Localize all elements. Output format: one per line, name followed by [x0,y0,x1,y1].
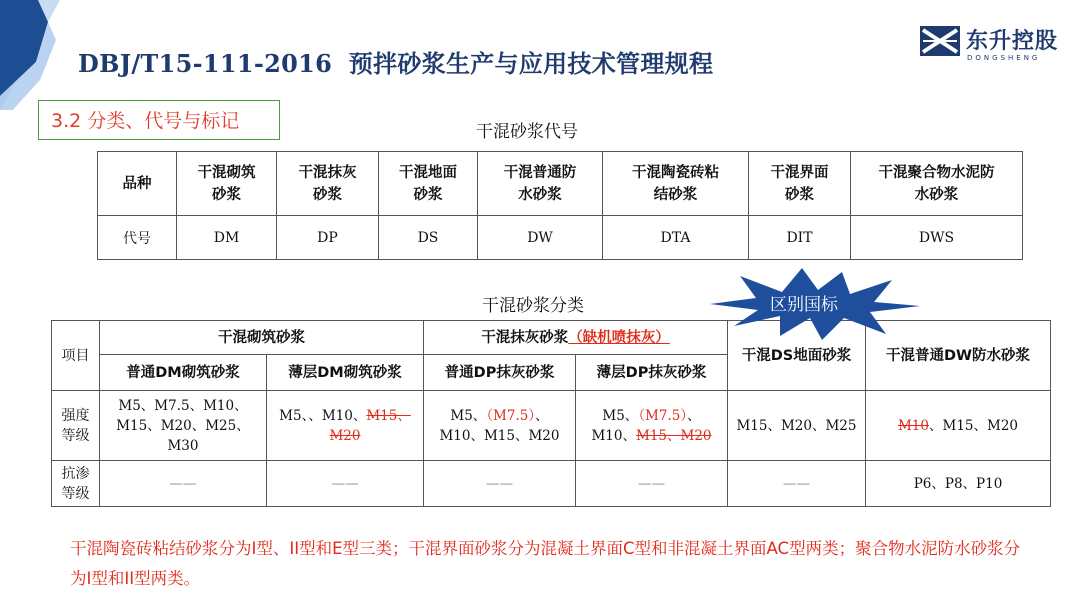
sub-dp-thin: 薄层DP抹灰砂浆 [576,355,728,391]
imp-dm-thin: —— [267,461,424,507]
logo-name: 东升控股 [966,29,1059,54]
callout-label: 区别国标 [770,295,838,315]
standard-title: 预拌砂浆生产与应用技术管理规程 [348,50,714,78]
item-label: 项目 [52,321,100,391]
sub-dm-normal: 普通DM砌筑砂浆 [100,355,267,391]
imp-dm-normal: —— [100,461,267,507]
impermeability-label: 抗渗 等级 [52,461,100,507]
imp-dp-normal: —— [424,461,576,507]
table2-caption: 干混砂浆分类 [482,296,584,316]
code-cell: DW [478,216,603,260]
variety-cell: 干混地面 砂浆 [379,152,478,216]
strength-dp-thin: M5、（M7.5）、 M10、M15、M20 [576,391,728,461]
strength-dw: M10、M15、M20 [866,391,1051,461]
mortar-code-table [97,151,1023,260]
strength-dm-thin: M5、、M10、M15、 M20 [267,391,424,461]
impermeability-row [52,461,1051,507]
code-cell: DWS [851,216,1023,260]
code-cell: DS [379,216,478,260]
group-floor: 干混DS地面砂浆 [728,321,866,391]
imp-ds: —— [728,461,866,507]
sub-dm-thin: 薄层DM砌筑砂浆 [267,355,424,391]
table1-caption: 干混砂浆代号 [476,122,578,142]
strength-dp-normal: M5、（M7.5）、 M10、M15、M20 [424,391,576,461]
code-cell: DM [177,216,277,260]
table1-header-row [98,152,1023,216]
variety-cell: 干混界面 砂浆 [749,152,851,216]
variety-cell: 干混抹灰 砂浆 [277,152,379,216]
logo-subtitle: DONGSHENG [967,54,1041,62]
variety-cell: 干混普通防 水砂浆 [478,152,603,216]
code-label: 代号 [98,216,177,260]
variety-cell: 干混陶瓷砖粘 结砂浆 [603,152,749,216]
strength-row [52,391,1051,461]
code-cell: DTA [603,216,749,260]
variety-cell: 干混聚合物水泥防 水砂浆 [851,152,1023,216]
strength-label: 强度 等级 [52,391,100,461]
group-plaster: 干混抹灰砂浆（缺机喷抹灰） [424,321,728,355]
sub-dp-normal: 普通DP抹灰砂浆 [424,355,576,391]
strength-ds: M15、M20、M25 [728,391,866,461]
group-masonry: 干混砌筑砂浆 [100,321,424,355]
page-title [78,44,713,79]
imp-dw: P6、P8、P10 [866,461,1051,507]
imp-dp-thin: —— [576,461,728,507]
classification-note: 干混陶瓷砖粘结砂浆分为I型、II型和E型三类；干混界面砂浆分为混凝土界面C型和非混凝土界面AC型两类；聚合物水泥防水砂浆分为I型和II型两类。 [70,539,1021,588]
mortar-classification-table [51,320,1051,507]
dongsheng-logo-icon [920,26,960,56]
variety-label: 品种 [98,152,177,216]
variety-cell: 干混砌筑 砂浆 [177,152,277,216]
table1-code-row [98,216,1023,260]
section-heading: 3.2 分类、代号与标记 [38,100,280,140]
company-logo [920,26,1060,66]
code-cell: DP [277,216,379,260]
standard-code: DBJ/T15-111-2016 [78,49,333,78]
plaster-note: （缺机喷抹灰） [568,329,670,346]
strength-dm-normal: M5、M7.5、M10、M15、M20、M25、M30 [100,391,267,461]
code-cell: DIT [749,216,851,260]
group-waterproof: 干混普通DW防水砂浆 [866,321,1051,391]
